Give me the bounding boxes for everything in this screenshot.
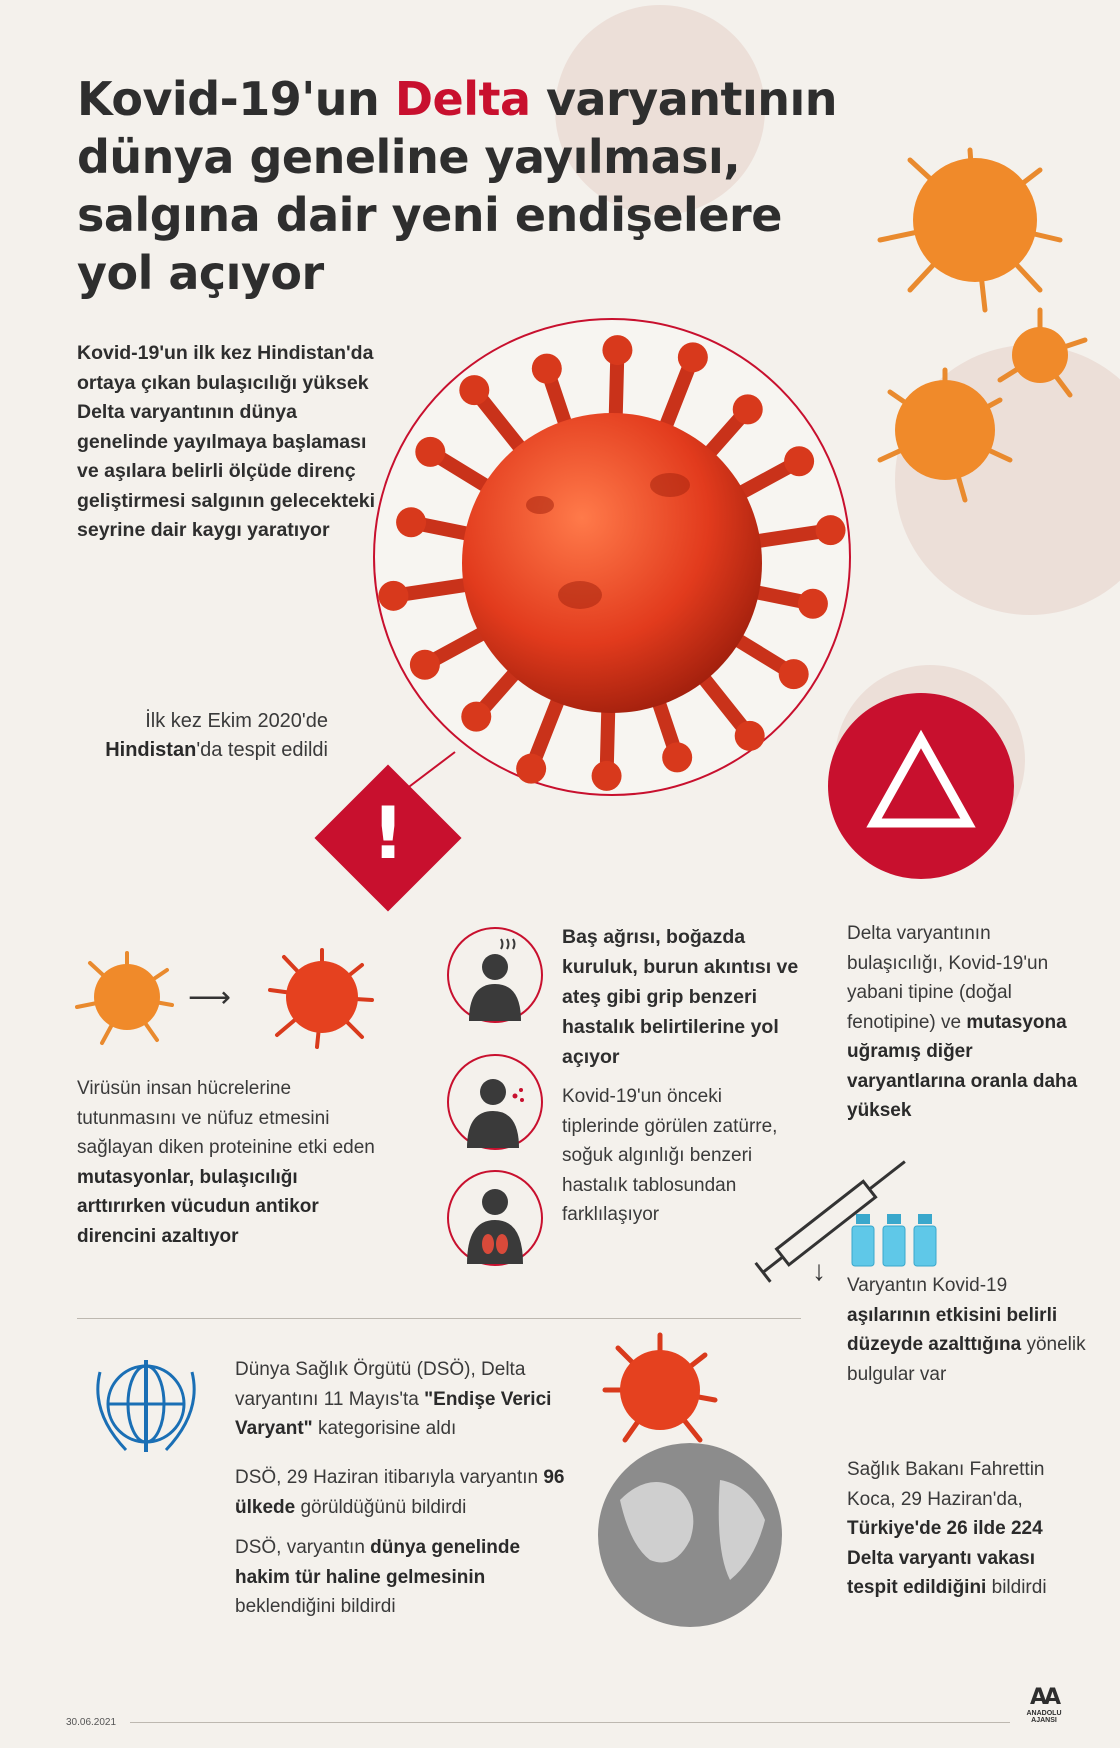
divider (77, 1318, 801, 1319)
virus-spike (516, 754, 546, 784)
virus-spike (396, 507, 426, 537)
date: 30.06.2021 (66, 1717, 117, 1728)
who-logo-icon (86, 1352, 206, 1462)
virus-spike (532, 354, 562, 384)
delta-badge (828, 693, 1014, 879)
virus-spike (378, 581, 408, 611)
symptoms-text: Baş ağrısı, boğazda kuruluk, burun akıntısı ve ateş gibi grip benzeri hastalık belirtilerine yol açıyor (562, 926, 799, 1068)
virus-spike (461, 702, 491, 732)
difference-text: Kovid-19'un önceki tiplerinde görülen zatürre, soğuk algınlığı benzeri hastalık tablosundan farklılaşıyor (562, 1086, 778, 1225)
title-highlight: Delta (394, 72, 531, 126)
intro-text: Kovid-19'un ilk kez Hindistan'da ortaya çıkan bulaşıcılığı yüksek Delta varyantının dünya genelinde yayılmaya başlaması ve aşılara belirli ölçüde direnç geliştirmesi salgının gelecekteki seyrine dair kaygı yaratıyor (77, 342, 376, 541)
agency-logo (1020, 1686, 1068, 1724)
virus-spike (459, 375, 489, 405)
vials-icon (850, 1210, 940, 1270)
footer-line (130, 1722, 1010, 1723)
virus-spike (415, 437, 445, 467)
virus-spike (592, 761, 622, 791)
virus-spike (735, 721, 765, 751)
bakan-text: Sağlık Bakanı Fahrettin Koca, 29 Haziran'da, Türkiye'de 26 ilde 224 Delta varyantı vakası tespit edildiğini bildirdi (847, 1459, 1047, 1598)
virus-spike (662, 742, 692, 772)
orange-viruses-icon (850, 130, 1120, 530)
lungs-icon (447, 1170, 543, 1266)
rate-text: Delta varyantının bulaşıcılığı, Kovid-19'un yabani tipine (doğal fenotipine) ve mutasyona uğramış diğer varyantlarına oranla daha yüksek (847, 923, 1078, 1121)
headache-icon (447, 927, 543, 1023)
who-item-3: DSÖ, varyantın dünya genelinde hakim tür haline gelmesinin beklendiğini bildirdi (235, 1537, 521, 1617)
exclamation-icon: ! (371, 791, 405, 875)
detected-text: İlk kez Ekim 2020'de Hindistan'da tespit edildi (105, 710, 328, 761)
virus-spike (784, 446, 814, 476)
cough-icon (447, 1054, 543, 1150)
virus-spike (602, 335, 632, 365)
agency-name: ANADOLU AJANSI (1026, 1710, 1062, 1724)
virus-spike (733, 394, 763, 424)
page-title: Kovid-19'un Delta varyantının dünya geneline yayılması, salgına dair yeni endişelere yol açıyor (77, 72, 838, 300)
virus-spike (410, 650, 440, 680)
virus-spike (798, 589, 828, 619)
delta-icon (828, 693, 1014, 879)
arrow-right-icon: ⟶ (188, 981, 232, 1014)
mutation-text: Virüsün insan hücrelerine tutunmasını ve nüfuz etmesini sağlayan diken proteinine etki eden mutasyonlar, bulaşıcılığı arttırırken vücudun antikor direncini azaltıyor (77, 1078, 375, 1247)
alert-diamond (308, 758, 468, 918)
who-item-1: Dünya Sağlık Örgütü (DSÖ), Delta varyantını 11 Mayıs'ta "Endişe Verici Varyant" kategorisine aldı (235, 1359, 552, 1439)
virus-spike (816, 515, 846, 545)
arrow-down-icon: ↓ (812, 1255, 826, 1286)
who-item-2: DSÖ, 29 Haziran itibarıyla varyantın 96 ülkede görüldüğünü bildirdi (235, 1467, 565, 1518)
virus-body-icon (462, 413, 762, 713)
globe-virus-icon (580, 1330, 800, 1630)
vaccine-text: Varyantın Kovid-19 aşılarının etkisini belirli düzeyde azalttığına yönelik bulgular var (847, 1275, 1086, 1385)
virus-spike (678, 342, 708, 372)
virus-spike (779, 659, 809, 689)
aa-logo-icon: AA (1029, 1685, 1059, 1710)
